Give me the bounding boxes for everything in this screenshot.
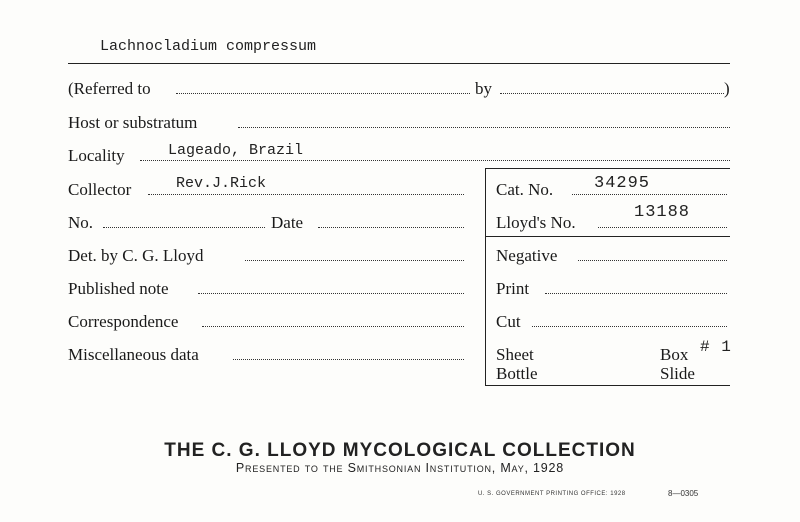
cat-no-field[interactable] (572, 194, 727, 195)
collection-subtitle: Presented to the Smithsonian Institution, May, 1928 (235, 461, 565, 475)
box-top-rule (485, 168, 730, 169)
box-value: # 1 (700, 338, 732, 356)
cat-no-label: Cat. No. (496, 180, 554, 199)
date-field[interactable] (318, 227, 464, 228)
misc-data-label: Miscellaneous data (68, 345, 199, 364)
negative-label: Negative (496, 246, 558, 265)
locality-field[interactable] (140, 160, 730, 161)
cut-label: Cut (496, 312, 521, 331)
species-name: Lachnocladium compressum (100, 38, 317, 55)
cut-field[interactable] (532, 326, 727, 327)
det-by-label: Det. by C. G. Lloyd (68, 246, 204, 265)
no-label: No. (68, 213, 94, 232)
referred-to-field[interactable] (176, 93, 470, 94)
host-field[interactable] (238, 127, 730, 128)
collector-field[interactable] (148, 194, 464, 195)
lloyds-no-label: Lloyd's No. (496, 213, 576, 232)
published-note-field[interactable] (198, 293, 464, 294)
locality-label: Locality (68, 146, 125, 165)
printing-office-note: U. S. GOVERNMENT PRINTING OFFICE: 1928 (478, 491, 626, 497)
collector-value: Rev.J.Rick (176, 175, 267, 192)
correspondence-field[interactable] (202, 326, 464, 327)
host-label: Host or substratum (68, 113, 198, 132)
box-mid-rule (485, 236, 730, 237)
sheet-label: Sheet (496, 345, 534, 364)
published-note-label: Published note (68, 279, 169, 298)
slide-label: Slide (660, 364, 695, 383)
box-bottom-rule (485, 385, 730, 386)
bottle-label: Bottle (496, 364, 538, 383)
date-label: Date (271, 213, 304, 232)
by-label: by (475, 79, 492, 98)
form-number: 8—0305 (668, 489, 699, 498)
collector-label: Collector (68, 180, 132, 199)
negative-field[interactable] (578, 260, 727, 261)
correspondence-label: Correspondence (68, 312, 179, 331)
box-label: Box (660, 345, 689, 364)
locality-value: Lageado, Brazil (168, 142, 304, 159)
misc-data-field[interactable] (233, 359, 464, 360)
no-field[interactable] (103, 227, 265, 228)
referred-to-label: (Referred to (68, 79, 151, 98)
cat-no-value: 34295 (594, 174, 651, 193)
lloyds-no-value: 13188 (634, 203, 691, 222)
by-field[interactable] (500, 93, 724, 94)
close-paren: ) (724, 79, 730, 98)
print-label: Print (496, 279, 530, 298)
lloyds-no-field[interactable] (598, 227, 727, 228)
top-rule (68, 63, 730, 64)
print-field[interactable] (545, 293, 727, 294)
collection-title: THE C. G. LLOYD MYCOLOGICAL COLLECTION (164, 440, 636, 461)
box-left-rule (485, 168, 486, 386)
det-by-field[interactable] (245, 260, 464, 261)
